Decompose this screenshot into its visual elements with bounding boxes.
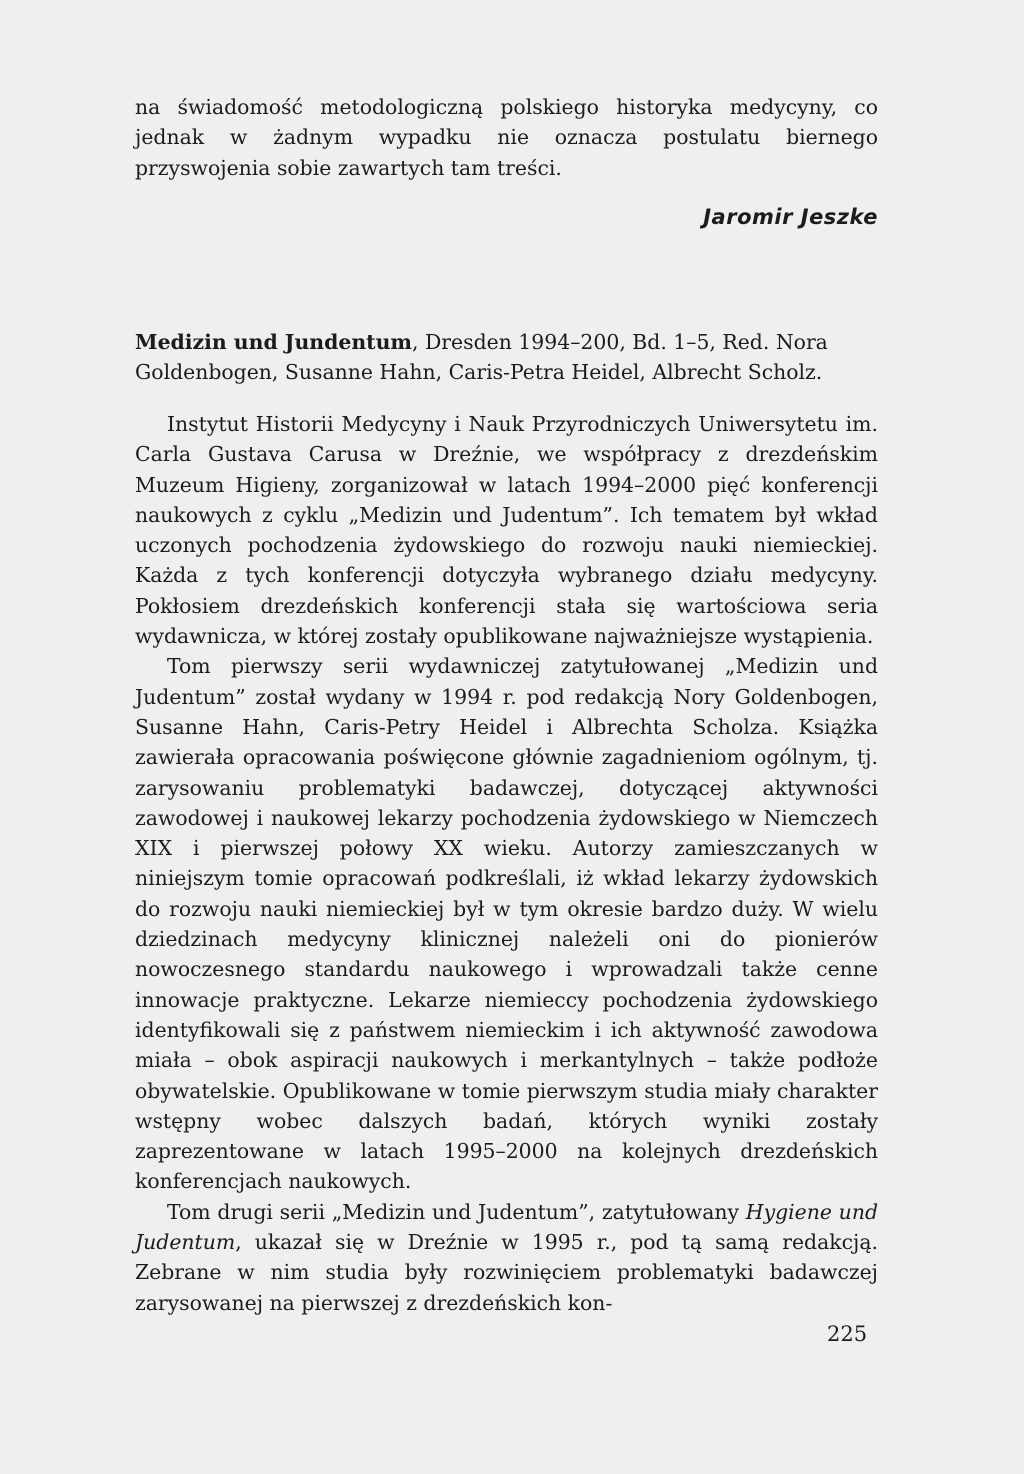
paragraph: Instytut Historii Medycyny i Nauk Przyrodniczych Uniwersytetu im. Carla Gustava Carusa w Dreźnie, we współpracy z drezdeńskim Muzeum Higieny, zorganizował w latach 1994–2000 pięć konferencji naukowych z cyklu „Medizin und Judentum”. Ich tematem był wkład uczonych pochodzenia żydowskiego do rozwoju nauki niemieckiej. Każda z tych konferencji dotyczyła wybranego działu medycyny. Pokłosiem drezdeńskich konferencji stała się wartościowa seria wydawnicza, w której zostały opublikowane najważniejsze wystąpienia. [135,412,878,649]
italic-book-title: Hygiene und Judentum [135,1199,878,1255]
paragraph: Tom pierwszy serii wydawniczej zatytułowanej „Medizin und Judentum” został wydany w 1994 r. pod redakcją Nory Goldenbogen, Susanne Hahn, Caris-Petry Heidel i Albrechta Scholza. Książka zawierała opracowania poświęcone głównie zagadnieniom ogólnym, tj. zarysowaniu problematyki badawczej, dotyczącej aktywności zawodowej i naukowej lekarzy pochodzenia żydowskiego w Niemczech XIX i pierwszej połowy XX wieku. Autorzy zamieszczanych w niniejszym tomie opracowań podkreślali, iż wkład lekarzy żydowskich do rozwoju nauki niemieckiej był w tym okresie bardzo duży. W wielu dziedzinach medycyny klinicznej należeli oni do pionierów nowoczesnego standardu naukowego i wprowadzali także cenne innowacje praktyczne. Lekarze niemieccy pochodzenia żydowskiego identyfikowali się z państwem niemieckim i ich aktywność zawodowa miała – obok aspiracji naukowych i merkantylnych – także podłoże obywatelskie. Opublikowane w tomie pierwszym studia miały charakter wstępny wobec dalszych badań, których wyniki zostały zaprezentowane w latach 1995–2000 na kolejnych drezdeńskich konferencjach naukowych. [135,654,878,1194]
citation-details: , Dresden 1994–200, Bd. 1–5, Red. Nora Goldenbogen, Susanne Hahn, Caris-Petra Heidel, Albrecht Scholz. [135,330,828,385]
paragraph-text: , ukazał się w Dreźnie w 1995 r., pod tą samą redakcją. Zebrane w nim studia były rozwinięciem problematyki badawczej zarysowanej na pierwszej z drezdeńskich kon- [135,1230,878,1315]
previous-review-ending [135,92,878,183]
page-number: 225 [827,1322,868,1346]
paragraph [135,1197,878,1318]
review-author-signature: Jaromir Jeszke [703,205,878,229]
book-title: Medizin und Jundentum [135,330,412,354]
paragraph-text: Tom drugi serii „Medizin und Judentum”, zatytułowany [167,1199,746,1224]
continuation-paragraph: na świadomość metodologiczną polskiego historyka medycyny, co jednak w żadnym wypadku nie oznacza postulatu biernego przyswojenia sobie zawartych tam treści. [135,95,878,180]
book-citation [135,327,878,388]
review-body [135,409,878,1318]
